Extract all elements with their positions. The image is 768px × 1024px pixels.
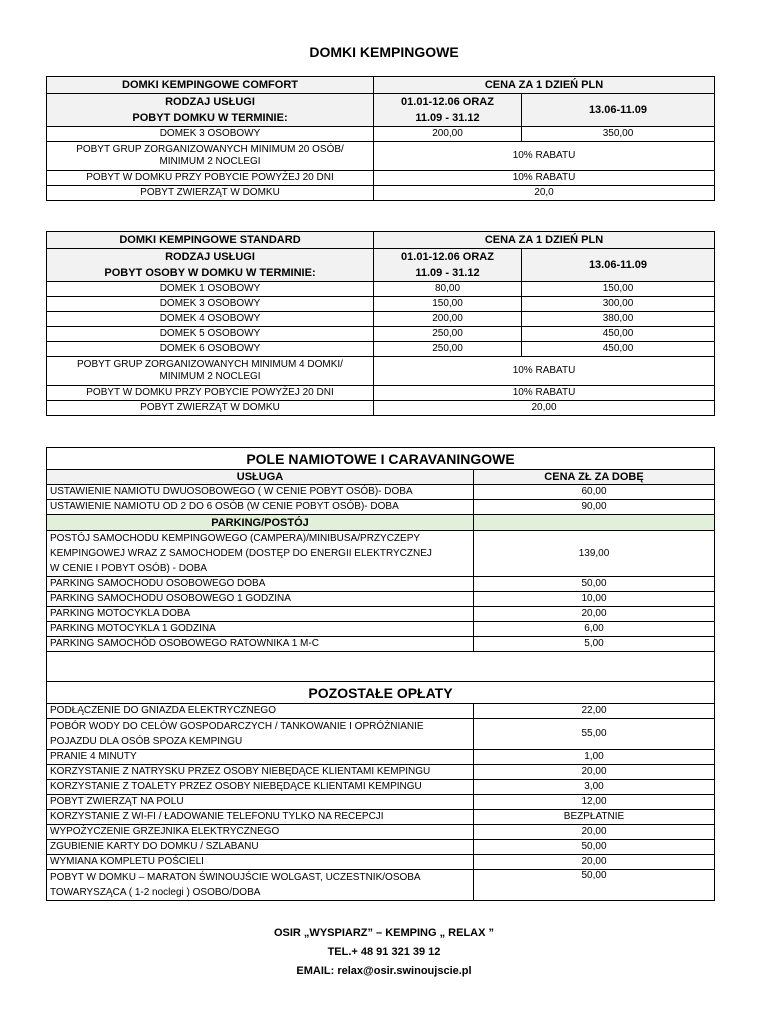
comfort-period2: 13.06-11.09 <box>522 94 715 127</box>
row-price: 20,00 <box>474 855 715 870</box>
marathon-label <box>47 870 474 901</box>
row-price: 20,00 <box>474 765 715 780</box>
table-row <box>47 127 715 142</box>
table-row <box>47 825 715 840</box>
field-title: POLE NAMIOTOWE I CARAVANINGOWE <box>47 448 715 470</box>
camper-line2: KEMPINGOWEJ WRAZ Z SAMOCHODEM (DOSTĘP DO ENERGII ELEKTRYCZNEJ <box>50 548 432 559</box>
camper-line3: W CENIE I POBYT OSÓB) - DOBA <box>50 563 208 574</box>
row-label: DOMEK 5 OSOBOWY <box>47 327 374 342</box>
standard-table <box>46 231 715 416</box>
row-price: 10,00 <box>474 592 715 607</box>
table-row <box>47 297 715 312</box>
row-label: POBYT ZWIERZĄT NA POLU <box>47 795 474 810</box>
row-label: KORZYSTANIE Z WI-FI / ŁADOWANIE TELEFONU TYLKO NA RECEPCJI <box>47 810 474 825</box>
row-label: WYMIANA KOMPLETU POŚCIELI <box>47 855 474 870</box>
table-row <box>47 810 715 825</box>
comfort-group-line1: POBYT GRUP ZORGANIZOWANYCH MINIMUM 20 OSÓB/ <box>76 144 344 155</box>
water-price: 55,00 <box>474 719 715 750</box>
row-price: 380,00 <box>522 312 715 327</box>
row-label: PARKING SAMOCHODU OSOBOWEGO DOBA <box>47 577 474 592</box>
row-label: DOMEK 3 OSOBOWY <box>47 297 374 312</box>
standard-type-label-2: POBYT OSOBY W DOMKU W TERMINIE: <box>104 267 316 279</box>
row-price: BEZPŁATNIE <box>474 810 715 825</box>
row-label: KORZYSTANIE Z TOALETY PRZEZ OSOBY NIEBĘDĄCE KLIENTAMI KEMPINGU <box>47 780 474 795</box>
row-label: PARKING SAMOCHODU OSOBOWEGO 1 GODZINA <box>47 592 474 607</box>
row-price: 20,00 <box>474 825 715 840</box>
row-label: USTAWIENIE NAMIOTU OD 2 DO 6 OSÓB (W CENIE POBYT OSÓB)- DOBA <box>47 500 474 515</box>
table-row <box>47 485 715 500</box>
comfort-group-label <box>47 142 374 171</box>
standard-group-label <box>47 357 374 386</box>
row-price: 150,00 <box>522 282 715 297</box>
row-price: 12,00 <box>474 795 715 810</box>
row-label: PARKING SAMOCHÓD OSOBOWEGO RATOWNIKA 1 M-C <box>47 637 474 652</box>
comfort-pets-value: 20,0 <box>374 186 715 201</box>
standard-type-label-1: RODZAJ USŁUGI <box>165 251 255 263</box>
comfort-period1 <box>374 94 522 127</box>
table-row <box>47 750 715 765</box>
table-row <box>47 327 715 342</box>
row-price: 22,00 <box>474 704 715 719</box>
table-row <box>47 186 715 201</box>
comfort-name: DOMKI KEMPINGOWE COMFORT <box>47 77 374 94</box>
table-row <box>47 795 715 810</box>
table-row <box>47 401 715 416</box>
other-title: POZOSTAŁE OPŁATY <box>47 682 715 704</box>
row-price: 450,00 <box>522 327 715 342</box>
row-label: DOMEK 6 OSOBOWY <box>47 342 374 357</box>
row-label: PARKING MOTOCYKLA DOBA <box>47 607 474 622</box>
comfort-period1-line1: 01.01-12.06 ORAZ <box>401 96 494 108</box>
footer-phone: TEL.+ 48 91 321 39 12 <box>327 946 441 958</box>
table-row <box>47 386 715 401</box>
standard-period1 <box>374 249 522 282</box>
water-line2: POJAZDU DLA OSÓB SPOZA KEMPINGU <box>50 736 243 747</box>
row-price: 20,00 <box>474 607 715 622</box>
standard-period2: 13.06-11.09 <box>522 249 715 282</box>
standard-group-line2: MINIMUM 2 NOCLEGI <box>159 371 261 382</box>
table-row <box>47 840 715 855</box>
table-row <box>47 142 715 171</box>
row-price: 300,00 <box>522 297 715 312</box>
table-row <box>47 870 715 901</box>
field-service-header: USŁUGA <box>47 470 474 485</box>
field-price-header: CENA ZŁ ZA DOBĘ <box>474 470 715 485</box>
table-row <box>47 855 715 870</box>
standard-price-header: CENA ZA 1 DZIEŃ PLN <box>374 232 715 249</box>
row-label: DOMEK 4 OSOBOWY <box>47 312 374 327</box>
table-row <box>47 342 715 357</box>
standard-period1-line2: 11.09 - 31.12 <box>415 267 480 279</box>
standard-group-line1: POBYT GRUP ZORGANIZOWANYCH MINIMUM 4 DOMKI/ <box>77 359 343 370</box>
row-price: 1,00 <box>474 750 715 765</box>
standard-pets-value: 20,00 <box>374 401 715 416</box>
table-row <box>47 577 715 592</box>
table-row <box>47 357 715 386</box>
table-row <box>47 704 715 719</box>
row-price: 5,00 <box>474 637 715 652</box>
row-price: 150,00 <box>374 297 522 312</box>
row-price: 50,00 <box>474 840 715 855</box>
water-label <box>47 719 474 750</box>
row-price: 200,00 <box>374 312 522 327</box>
table-row <box>47 607 715 622</box>
comfort-type-label <box>47 94 374 127</box>
parking-header-empty <box>474 515 715 531</box>
row-price: 450,00 <box>522 342 715 357</box>
comfort-long-label: POBYT W DOMKU PRZY POBYCIE POWYŻEJ 20 DNI <box>47 171 374 186</box>
footer <box>0 924 768 981</box>
row-price: 6,00 <box>474 622 715 637</box>
field-table <box>46 447 715 901</box>
table-row <box>47 171 715 186</box>
standard-name: DOMKI KEMPINGOWE STANDARD <box>47 232 374 249</box>
row-price: 60,00 <box>474 485 715 500</box>
row-label: PRANIE 4 MINUTY <box>47 750 474 765</box>
row-label: WYPOŻYCZENIE GRZEJNIKA ELEKTRYCZNEGO <box>47 825 474 840</box>
table-row <box>47 622 715 637</box>
row-price: 250,00 <box>374 327 522 342</box>
marathon-price: 50,00 <box>474 870 715 901</box>
row-label: PODŁĄCZENIE DO GNIAZDA ELEKTRYCZNEGO <box>47 704 474 719</box>
footer-name: OSIR „WYSPIARZ” – KEMPING „ RELAX ” <box>273 927 495 939</box>
camper-price: 139,00 <box>474 531 715 577</box>
row-label: KORZYSTANIE Z NATRYSKU PRZEZ OSOBY NIEBĘDĄCE KLIENTAMI KEMPINGU <box>47 765 474 780</box>
standard-long-value: 10% RABATU <box>374 386 715 401</box>
standard-group-value: 10% RABATU <box>374 357 715 386</box>
table-row <box>47 765 715 780</box>
standard-type-label <box>47 249 374 282</box>
table-row <box>47 592 715 607</box>
row-price: 250,00 <box>374 342 522 357</box>
table-row <box>47 780 715 795</box>
row-price: 3,00 <box>474 780 715 795</box>
row-price: 200,00 <box>374 127 522 142</box>
table-row <box>47 500 715 515</box>
comfort-pets-label: POBYT ZWIERZĄT W DOMKU <box>47 186 374 201</box>
row-price: 50,00 <box>474 577 715 592</box>
table-row <box>47 531 715 577</box>
comfort-period1-line2: 11.09 - 31.12 <box>415 112 480 124</box>
page-title: DOMKI KEMPINGOWE <box>309 44 459 60</box>
parking-header: PARKING/POSTÓJ <box>47 515 474 531</box>
table-row <box>47 282 715 297</box>
standard-period1-line1: 01.01-12.06 ORAZ <box>401 251 494 263</box>
standard-pets-label: POBYT ZWIERZĄT W DOMKU <box>47 401 374 416</box>
comfort-table <box>46 76 715 201</box>
row-price: 350,00 <box>522 127 715 142</box>
row-label: PARKING MOTOCYKLA 1 GODZINA <box>47 622 474 637</box>
footer-email[interactable]: EMAIL: relax@osir.swinoujscie.pl <box>296 965 472 977</box>
standard-long-label: POBYT W DOMKU PRZY POBYCIE POWYŻEJ 20 DNI <box>47 386 374 401</box>
comfort-type-label-2: POBYT DOMKU W TERMINIE: <box>132 112 288 124</box>
water-line1: POBÓR WODY DO CELÓW GOSPODARCZYCH / TANKOWANIE I OPRÓŻNIANIE <box>50 721 424 732</box>
row-label: DOMEK 1 OSOBOWY <box>47 282 374 297</box>
row-price: 90,00 <box>474 500 715 515</box>
row-price: 80,00 <box>374 282 522 297</box>
camper-label <box>47 531 474 577</box>
spacer-row <box>47 652 715 682</box>
marathon-line1: POBYT W DOMKU – MARATON ŚWINOUJŚCIE WOLGAST, UCZESTNIK/OSOBA <box>50 872 421 883</box>
table-row <box>47 719 715 750</box>
comfort-group-line2: MINIMUM 2 NOCLEGI <box>159 156 261 167</box>
row-label: USTAWIENIE NAMIOTU DWUOSOBOWEGO ( W CENIE POBYT OSÓB)- DOBA <box>47 485 474 500</box>
table-row <box>47 312 715 327</box>
row-label: ZGUBIENIE KARTY DO DOMKU / SZLABANU <box>47 840 474 855</box>
comfort-group-value: 10% RABATU <box>374 142 715 171</box>
table-row <box>47 637 715 652</box>
comfort-long-value: 10% RABATU <box>374 171 715 186</box>
marathon-line2: TOWARYSZĄCA ( 1-2 noclegi ) OSOBO/DOBA <box>50 887 261 898</box>
row-label: DOMEK 3 OSOBOWY <box>47 127 374 142</box>
comfort-price-header: CENA ZA 1 DZIEŃ PLN <box>374 77 715 94</box>
comfort-type-label-1: RODZAJ USŁUGI <box>165 96 255 108</box>
camper-line1: POSTÓJ SAMOCHODU KEMPINGOWEGO (CAMPERA)/MINIBUSA/PRZYCZEPY <box>50 533 421 544</box>
